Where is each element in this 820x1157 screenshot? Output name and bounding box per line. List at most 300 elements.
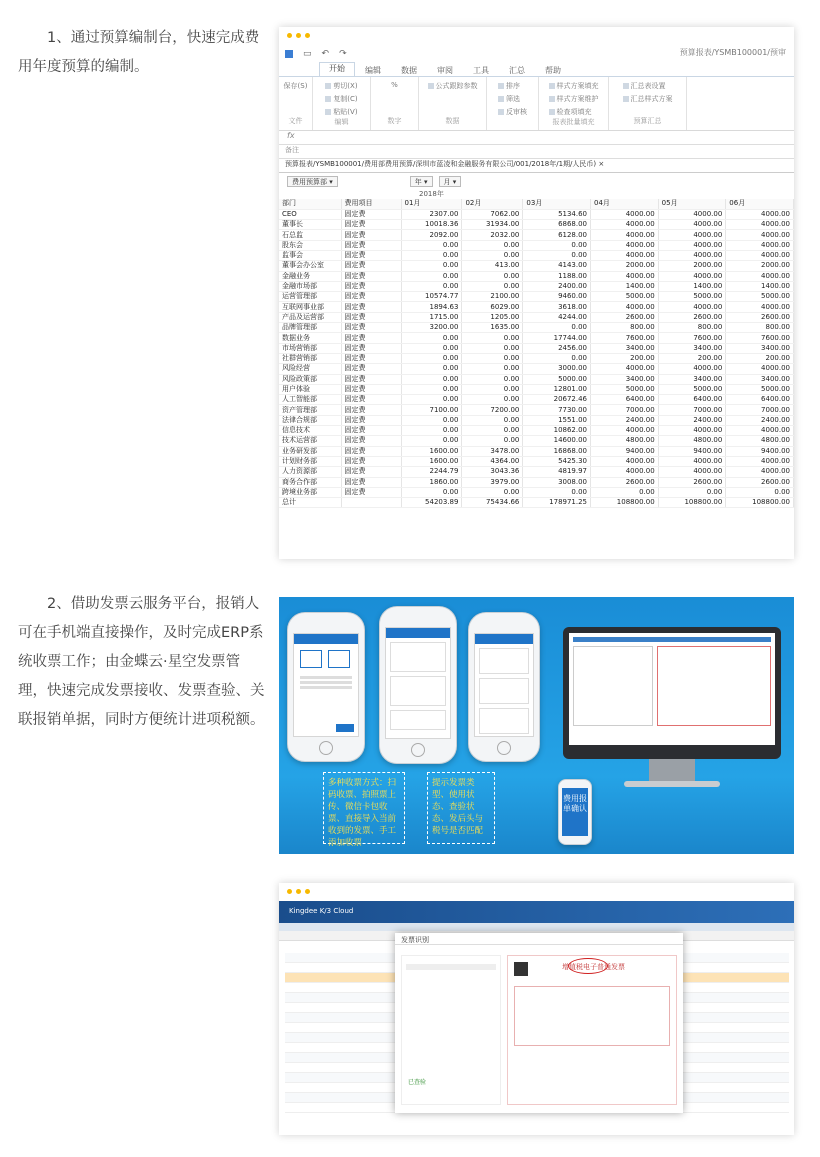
amount-cell[interactable]: 10574.77 <box>401 292 462 302</box>
amount-cell[interactable]: 1400.00 <box>658 281 726 291</box>
amount-cell[interactable]: 3979.00 <box>462 477 523 487</box>
table-row <box>279 250 794 260</box>
tab-help[interactable]: 帮助 <box>545 66 561 75</box>
expense-item-cell[interactable]: 固定费 <box>341 230 401 240</box>
expense-item-cell[interactable]: 固定费 <box>341 446 401 456</box>
expense-item-cell[interactable]: 固定费 <box>341 240 401 250</box>
col-header[interactable]: 03月 <box>523 199 591 209</box>
amount-cell[interactable]: 5000.00 <box>658 292 726 302</box>
amount-cell[interactable]: 3400.00 <box>658 343 726 353</box>
expense-item-cell[interactable]: 固定费 <box>341 384 401 394</box>
expense-item-cell[interactable]: 固定费 <box>341 415 401 425</box>
amount-cell[interactable]: 4819.97 <box>523 467 591 477</box>
amount-cell[interactable]: 4000.00 <box>726 220 794 230</box>
amount-cell[interactable]: 0.00 <box>658 487 726 497</box>
dept-cell[interactable]: 风险政策部 <box>279 374 341 384</box>
dept-cell[interactable]: 监事会 <box>279 250 341 260</box>
amount-cell[interactable]: 0.00 <box>523 240 591 250</box>
amount-cell[interactable]: 0.00 <box>401 374 462 384</box>
amount-cell[interactable]: 7000.00 <box>591 405 659 415</box>
checked-label: 已查验 <box>408 1079 427 1086</box>
amount-cell[interactable]: 4000.00 <box>591 426 659 436</box>
monitor-stand <box>649 759 695 783</box>
window-title: 预算报表/YSMB100001/预审 <box>679 48 786 57</box>
amount-cell[interactable]: 0.00 <box>462 436 523 446</box>
expense-item-cell[interactable]: 固定费 <box>341 333 401 343</box>
tab-edit[interactable]: 编辑 <box>365 66 381 75</box>
amount-cell[interactable]: 0.00 <box>523 487 591 497</box>
tab-review[interactable]: 审阅 <box>437 66 453 75</box>
amount-cell[interactable]: 1205.00 <box>462 312 523 322</box>
amount-cell[interactable]: 0.00 <box>523 353 591 363</box>
amount-cell[interactable]: 0.00 <box>401 384 462 394</box>
year-dimension-dropdown[interactable]: 年 ▾ <box>410 176 433 187</box>
dimension-bar <box>279 173 794 189</box>
amount-cell[interactable]: 4000.00 <box>591 271 659 281</box>
dept-cell[interactable]: 数据业务 <box>279 333 341 343</box>
dept-cell[interactable]: 金融市场部 <box>279 281 341 291</box>
save-button[interactable]: 保存(S) <box>283 82 308 90</box>
col-header[interactable]: 02月 <box>462 199 523 209</box>
amount-cell[interactable]: 2000.00 <box>591 261 659 271</box>
amount-cell[interactable]: 0.00 <box>523 250 591 260</box>
dept-cell[interactable]: 法律合规部 <box>279 415 341 425</box>
amount-cell[interactable]: 4000.00 <box>726 209 794 219</box>
dept-cell[interactable]: 石总监 <box>279 230 341 240</box>
expense-item-cell[interactable]: 固定费 <box>341 292 401 302</box>
dept-cell[interactable]: 资产管理部 <box>279 405 341 415</box>
amount-cell[interactable]: 5134.60 <box>523 209 591 219</box>
amount-cell[interactable]: 4000.00 <box>658 271 726 281</box>
amount-cell[interactable]: 1600.00 <box>401 446 462 456</box>
amount-cell[interactable]: 3618.00 <box>523 302 591 312</box>
amount-cell[interactable]: 1400.00 <box>591 281 659 291</box>
unaudit-button[interactable]: 反审核 <box>498 107 527 117</box>
amount-cell[interactable]: 7100.00 <box>401 405 462 415</box>
amount-cell[interactable]: 2600.00 <box>591 477 659 487</box>
amount-cell[interactable]: 3400.00 <box>658 374 726 384</box>
invoice-check-callout: 提示发票类型、使用状态、查验状态、发后头与税号是否匹配 <box>427 772 495 844</box>
amount-cell[interactable]: 4000.00 <box>726 302 794 312</box>
amount-cell[interactable]: 4000.00 <box>658 230 726 240</box>
amount-cell[interactable]: 2000.00 <box>726 261 794 271</box>
expense-item-cell[interactable]: 固定费 <box>341 374 401 384</box>
amount-cell[interactable]: 4000.00 <box>726 250 794 260</box>
expense-item-cell[interactable]: 固定费 <box>341 426 401 436</box>
amount-cell[interactable]: 7600.00 <box>658 333 726 343</box>
table-row <box>279 281 794 291</box>
expense-item-cell[interactable]: 固定费 <box>341 353 401 363</box>
amount-cell[interactable]: 2400.00 <box>523 281 591 291</box>
amount-cell[interactable]: 0.00 <box>401 395 462 405</box>
amount-cell[interactable]: 0.00 <box>401 250 462 260</box>
amount-cell[interactable]: 0.00 <box>462 364 523 374</box>
expense-item-cell[interactable]: 固定费 <box>341 456 401 466</box>
amount-cell[interactable]: 800.00 <box>591 323 659 333</box>
amount-cell[interactable]: 4000.00 <box>658 302 726 312</box>
amount-cell[interactable]: 4000.00 <box>591 230 659 240</box>
amount-cell[interactable]: 2600.00 <box>658 312 726 322</box>
formula-trace-button[interactable]: 公式跟踪参数 <box>428 81 478 91</box>
table-row <box>279 302 794 312</box>
paste-button[interactable]: 粘贴(V) <box>325 107 357 117</box>
document-tab[interactable]: 预算报表/YSMB100001/费用部费用预算/深圳市蓝凌和金融服务有限公司/001/2018年/1期/人民币) × <box>279 159 794 173</box>
amount-cell[interactable]: 0.00 <box>401 426 462 436</box>
amount-cell[interactable]: 0.00 <box>401 343 462 353</box>
tab-data[interactable]: 数据 <box>401 66 417 75</box>
confirm-button[interactable] <box>336 724 354 732</box>
amount-cell[interactable]: 0.00 <box>462 384 523 394</box>
amount-cell[interactable]: 4000.00 <box>726 426 794 436</box>
amount-cell[interactable]: 9400.00 <box>658 446 726 456</box>
col-header[interactable]: 费用项目 <box>341 199 401 209</box>
amount-cell[interactable]: 7600.00 <box>591 333 659 343</box>
amount-cell[interactable]: 4800.00 <box>658 436 726 446</box>
amount-cell[interactable]: 0.00 <box>401 271 462 281</box>
sort-button[interactable]: 排序 <box>498 81 527 91</box>
amount-cell[interactable]: 0.00 <box>401 261 462 271</box>
amount-cell[interactable]: 3400.00 <box>591 374 659 384</box>
amount-cell[interactable]: 2307.00 <box>401 209 462 219</box>
table-row <box>279 343 794 353</box>
dept-cell[interactable]: 跨境业务部 <box>279 487 341 497</box>
amount-cell[interactable]: 0.00 <box>462 395 523 405</box>
amount-cell[interactable]: 0.00 <box>401 436 462 446</box>
expense-item-cell[interactable]: 固定费 <box>341 281 401 291</box>
table-row <box>279 240 794 250</box>
amount-cell[interactable]: 0.00 <box>462 374 523 384</box>
amount-cell[interactable]: 6400.00 <box>726 395 794 405</box>
invoice-dialog <box>395 933 683 1113</box>
amount-cell[interactable]: 4000.00 <box>591 220 659 230</box>
tab-summary[interactable]: 汇总 <box>509 66 525 75</box>
amount-cell[interactable]: 0.00 <box>591 487 659 497</box>
expense-item-cell[interactable]: 固定费 <box>341 405 401 415</box>
amount-cell[interactable]: 10018.36 <box>401 220 462 230</box>
amount-cell[interactable]: 2032.00 <box>462 230 523 240</box>
amount-cell[interactable]: 3478.00 <box>462 446 523 456</box>
style-fill-button[interactable]: 样式方案填充 <box>549 81 599 91</box>
dept-cell[interactable]: 股东会 <box>279 240 341 250</box>
expense-item-cell[interactable]: 固定费 <box>341 395 401 405</box>
dept-cell[interactable]: 技术运营部 <box>279 436 341 446</box>
amount-cell[interactable]: 4000.00 <box>591 467 659 477</box>
amount-cell[interactable]: 4244.00 <box>523 312 591 322</box>
dept-cell[interactable]: 产品及运营部 <box>279 312 341 322</box>
expense-item-cell[interactable]: 固定费 <box>341 250 401 260</box>
amount-cell[interactable]: 0.00 <box>401 487 462 497</box>
amount-cell[interactable]: 2600.00 <box>658 477 726 487</box>
amount-cell[interactable]: 0.00 <box>401 333 462 343</box>
amount-cell[interactable]: 7062.00 <box>462 209 523 219</box>
amount-cell[interactable]: 2400.00 <box>591 415 659 425</box>
scan-icon[interactable] <box>300 650 322 668</box>
month-dimension-dropdown[interactable]: 月 ▾ <box>439 176 462 187</box>
ribbon-group-data: 公式跟踪参数 数据 <box>419 77 487 130</box>
amount-cell[interactable]: 4000.00 <box>658 364 726 374</box>
check-fill-button[interactable]: 检查项填充 <box>549 107 599 117</box>
dept-cell[interactable]: 计划财务部 <box>279 456 341 466</box>
amount-cell[interactable]: 0.00 <box>462 487 523 497</box>
window-dots <box>279 883 794 901</box>
dept-cell[interactable]: 风险经营 <box>279 364 341 374</box>
amount-cell[interactable]: 800.00 <box>726 323 794 333</box>
amount-cell[interactable]: 3043.36 <box>462 467 523 477</box>
amount-cell[interactable]: 0.00 <box>401 240 462 250</box>
amount-cell[interactable]: 4000.00 <box>726 364 794 374</box>
amount-cell[interactable]: 1188.00 <box>523 271 591 281</box>
filter-button[interactable]: 筛选 <box>498 94 527 104</box>
amount-cell[interactable]: 0.00 <box>462 271 523 281</box>
amount-cell[interactable]: 4000.00 <box>658 467 726 477</box>
table-row <box>279 333 794 343</box>
amount-cell[interactable]: 5000.00 <box>591 384 659 394</box>
ribbon-group-file: 保存(S) 文件 <box>279 77 313 130</box>
amount-cell[interactable]: 16868.00 <box>523 446 591 456</box>
amount-cell[interactable]: 9400.00 <box>726 446 794 456</box>
amount-cell[interactable]: 200.00 <box>658 353 726 363</box>
amount-cell[interactable]: 0.00 <box>462 281 523 291</box>
amount-cell[interactable]: 0.00 <box>462 333 523 343</box>
amount-cell[interactable]: 7000.00 <box>658 405 726 415</box>
amount-cell[interactable]: 4000.00 <box>726 240 794 250</box>
amount-cell[interactable]: 1600.00 <box>401 456 462 466</box>
amount-cell[interactable]: 0.00 <box>462 240 523 250</box>
expense-item-cell[interactable]: 固定费 <box>341 220 401 230</box>
dept-cell[interactable]: 商务合作部 <box>279 477 341 487</box>
amount-cell[interactable]: 200.00 <box>726 353 794 363</box>
amount-cell[interactable]: 4364.00 <box>462 456 523 466</box>
undo-icon[interactable]: ↶ <box>321 49 330 59</box>
amount-cell[interactable]: 31934.00 <box>462 220 523 230</box>
expense-item-cell[interactable]: 固定费 <box>341 261 401 271</box>
dept-dimension-dropdown[interactable]: 费用预算部 ▾ <box>287 176 338 187</box>
budget-table <box>279 199 794 508</box>
phone-3 <box>468 612 540 762</box>
amount-cell[interactable]: 3200.00 <box>401 323 462 333</box>
amount-cell[interactable]: 3400.00 <box>726 374 794 384</box>
amount-cell[interactable]: 4800.00 <box>591 436 659 446</box>
amount-cell[interactable]: 5000.00 <box>726 384 794 394</box>
amount-cell[interactable]: 4000.00 <box>658 250 726 260</box>
dept-cell[interactable]: 信息技术 <box>279 426 341 436</box>
amount-cell[interactable]: 4000.00 <box>658 426 726 436</box>
dept-cell[interactable]: 运营管理部 <box>279 292 341 302</box>
amount-cell[interactable]: 1551.00 <box>523 415 591 425</box>
amount-cell[interactable]: 2400.00 <box>658 415 726 425</box>
amount-cell[interactable]: 2400.00 <box>726 415 794 425</box>
amount-cell[interactable]: 0.00 <box>726 487 794 497</box>
close-icon[interactable]: × <box>598 160 605 168</box>
ribbon-group-edit: 剪切(X) 复制(C) 粘贴(V) 编辑 <box>313 77 371 130</box>
amount-cell[interactable]: 0.00 <box>401 281 462 291</box>
summary-style-button[interactable]: 汇总样式方案 <box>623 94 673 104</box>
note-bar[interactable]: 备注 <box>279 145 794 159</box>
amount-cell[interactable]: 6128.00 <box>523 230 591 240</box>
amount-cell[interactable]: 1400.00 <box>726 281 794 291</box>
amount-cell[interactable]: 2092.00 <box>401 230 462 240</box>
amount-cell[interactable]: 4000.00 <box>658 209 726 219</box>
amount-cell[interactable]: 4000.00 <box>658 240 726 250</box>
amount-cell[interactable]: 3000.00 <box>523 364 591 374</box>
col-header[interactable]: 05月 <box>658 199 726 209</box>
amount-cell[interactable]: 0.00 <box>462 415 523 425</box>
total-cell: 54203.89 <box>401 498 462 508</box>
amount-cell[interactable]: 4000.00 <box>658 220 726 230</box>
style-maintain-button[interactable]: 样式方案维护 <box>549 94 599 104</box>
ribbon <box>279 77 794 131</box>
col-header[interactable]: 04月 <box>591 199 659 209</box>
window-dots <box>279 27 794 45</box>
kingdee-brand: Kingdee K/3 Cloud <box>279 901 794 923</box>
percent-button[interactable]: % <box>391 81 398 89</box>
expense-item-cell[interactable]: 固定费 <box>341 312 401 322</box>
col-header[interactable]: 部门 <box>279 199 341 209</box>
dept-cell[interactable]: 品牌管理部 <box>279 323 341 333</box>
amount-cell[interactable]: 9400.00 <box>591 446 659 456</box>
expense-item-cell[interactable]: 固定费 <box>341 323 401 333</box>
dept-cell[interactable]: 人工智能部 <box>279 395 341 405</box>
amount-cell[interactable]: 1894.63 <box>401 302 462 312</box>
qr-code-icon <box>514 962 528 976</box>
phone-1 <box>287 612 365 762</box>
amount-cell[interactable]: 0.00 <box>462 426 523 436</box>
amount-cell[interactable]: 7000.00 <box>726 405 794 415</box>
expense-item-cell[interactable]: 固定费 <box>341 343 401 353</box>
amount-cell[interactable]: 12801.00 <box>523 384 591 394</box>
amount-cell[interactable]: 9460.00 <box>523 292 591 302</box>
amount-cell[interactable]: 4000.00 <box>658 456 726 466</box>
amount-cell[interactable]: 2600.00 <box>591 312 659 322</box>
amount-cell[interactable]: 4143.00 <box>523 261 591 271</box>
formula-bar[interactable]: fx <box>279 131 794 145</box>
amount-cell[interactable]: 14600.00 <box>523 436 591 446</box>
amount-cell[interactable]: 17744.00 <box>523 333 591 343</box>
dept-cell[interactable]: CEO <box>279 209 341 219</box>
amount-cell[interactable]: 0.00 <box>462 250 523 260</box>
expense-item-cell[interactable]: 固定费 <box>341 487 401 497</box>
dept-cell[interactable]: 董事会办公室 <box>279 261 341 271</box>
dept-cell[interactable]: 用户体验 <box>279 384 341 394</box>
amount-cell[interactable]: 200.00 <box>591 353 659 363</box>
dept-cell[interactable]: 市场营销部 <box>279 343 341 353</box>
tab-tools[interactable]: 工具 <box>473 66 489 75</box>
dept-cell[interactable]: 董事长 <box>279 220 341 230</box>
expense-item-cell[interactable]: 固定费 <box>341 467 401 477</box>
tab-start[interactable]: 开始 <box>319 62 355 76</box>
table-header-row <box>279 199 794 209</box>
amount-cell[interactable]: 0.00 <box>401 364 462 374</box>
amount-cell[interactable]: 1860.00 <box>401 477 462 487</box>
amount-cell[interactable]: 7730.00 <box>523 405 591 415</box>
save-icon[interactable]: ▭ <box>303 49 312 59</box>
amount-cell[interactable]: 4000.00 <box>726 456 794 466</box>
amount-cell[interactable]: 6400.00 <box>591 395 659 405</box>
amount-cell[interactable]: 0.00 <box>462 343 523 353</box>
amount-cell[interactable]: 2600.00 <box>726 312 794 322</box>
copy-button[interactable]: 复制(C) <box>325 94 357 104</box>
amount-cell[interactable]: 1715.00 <box>401 312 462 322</box>
amount-cell[interactable]: 6029.00 <box>462 302 523 312</box>
cut-button[interactable]: 剪切(X) <box>325 81 357 91</box>
col-header[interactable]: 06月 <box>726 199 794 209</box>
dept-cell[interactable]: 金融业务 <box>279 271 341 281</box>
amount-cell[interactable]: 2600.00 <box>726 477 794 487</box>
amount-cell[interactable]: 7200.00 <box>462 405 523 415</box>
expense-item-cell[interactable]: 固定费 <box>341 209 401 219</box>
col-header[interactable]: 01月 <box>401 199 462 209</box>
app-icon[interactable] <box>285 50 293 58</box>
amount-cell[interactable]: 3400.00 <box>726 343 794 353</box>
table-row <box>279 405 794 415</box>
table-row <box>279 477 794 487</box>
expense-item-cell[interactable]: 固定费 <box>341 436 401 446</box>
expense-confirm-label: 费用报单确认 <box>562 788 588 836</box>
amount-cell[interactable]: 4000.00 <box>726 230 794 240</box>
table-row <box>279 446 794 456</box>
amount-cell[interactable]: 0.00 <box>523 323 591 333</box>
amount-cell[interactable]: 2000.00 <box>658 261 726 271</box>
dept-cell[interactable]: 互联网事业部 <box>279 302 341 312</box>
dept-cell[interactable]: 业务研发部 <box>279 446 341 456</box>
amount-cell[interactable]: 413.00 <box>462 261 523 271</box>
amount-cell[interactable]: 20672.46 <box>523 395 591 405</box>
camera-icon[interactable] <box>328 650 350 668</box>
table-row <box>279 395 794 405</box>
amount-cell[interactable]: 4000.00 <box>591 364 659 374</box>
amount-cell[interactable]: 4000.00 <box>726 467 794 477</box>
amount-cell[interactable]: 800.00 <box>658 323 726 333</box>
amount-cell[interactable]: 3400.00 <box>591 343 659 353</box>
amount-cell[interactable]: 4000.00 <box>591 209 659 219</box>
amount-cell[interactable]: 0.00 <box>401 353 462 363</box>
amount-cell[interactable]: 5000.00 <box>658 384 726 394</box>
dept-cell[interactable]: 人力资源部 <box>279 467 341 477</box>
amount-cell[interactable]: 4800.00 <box>726 436 794 446</box>
expense-item-cell[interactable]: 固定费 <box>341 477 401 487</box>
amount-cell[interactable]: 1635.00 <box>462 323 523 333</box>
amount-cell[interactable]: 10862.00 <box>523 426 591 436</box>
amount-cell[interactable]: 4000.00 <box>591 250 659 260</box>
amount-cell[interactable]: 5425.30 <box>523 456 591 466</box>
dept-cell[interactable]: 社群营销部 <box>279 353 341 363</box>
amount-cell[interactable]: 0.00 <box>401 415 462 425</box>
expense-item-cell[interactable]: 固定费 <box>341 364 401 374</box>
amount-cell[interactable]: 6400.00 <box>658 395 726 405</box>
amount-cell[interactable]: 4000.00 <box>591 302 659 312</box>
expense-item-cell[interactable]: 固定费 <box>341 271 401 281</box>
ribbon-tabs <box>279 63 794 77</box>
amount-cell[interactable]: 5000.00 <box>726 292 794 302</box>
total-cell: 108800.00 <box>658 498 726 508</box>
expense-item-cell[interactable]: 固定费 <box>341 302 401 312</box>
amount-cell[interactable]: 4000.00 <box>591 240 659 250</box>
amount-cell[interactable]: 4000.00 <box>726 271 794 281</box>
amount-cell[interactable]: 6868.00 <box>523 220 591 230</box>
total-cell: 108800.00 <box>591 498 659 508</box>
amount-cell[interactable]: 2456.00 <box>523 343 591 353</box>
amount-cell[interactable]: 4000.00 <box>591 456 659 466</box>
redo-icon[interactable]: ↷ <box>339 49 347 59</box>
amount-cell[interactable]: 5000.00 <box>523 374 591 384</box>
amount-cell[interactable]: 2100.00 <box>462 292 523 302</box>
amount-cell[interactable]: 3008.00 <box>523 477 591 487</box>
amount-cell[interactable]: 5000.00 <box>591 292 659 302</box>
amount-cell[interactable]: 7600.00 <box>726 333 794 343</box>
amount-cell[interactable]: 0.00 <box>462 353 523 363</box>
summary-setting-button[interactable]: 汇总表设置 <box>623 81 673 91</box>
amount-cell[interactable]: 2244.79 <box>401 467 462 477</box>
